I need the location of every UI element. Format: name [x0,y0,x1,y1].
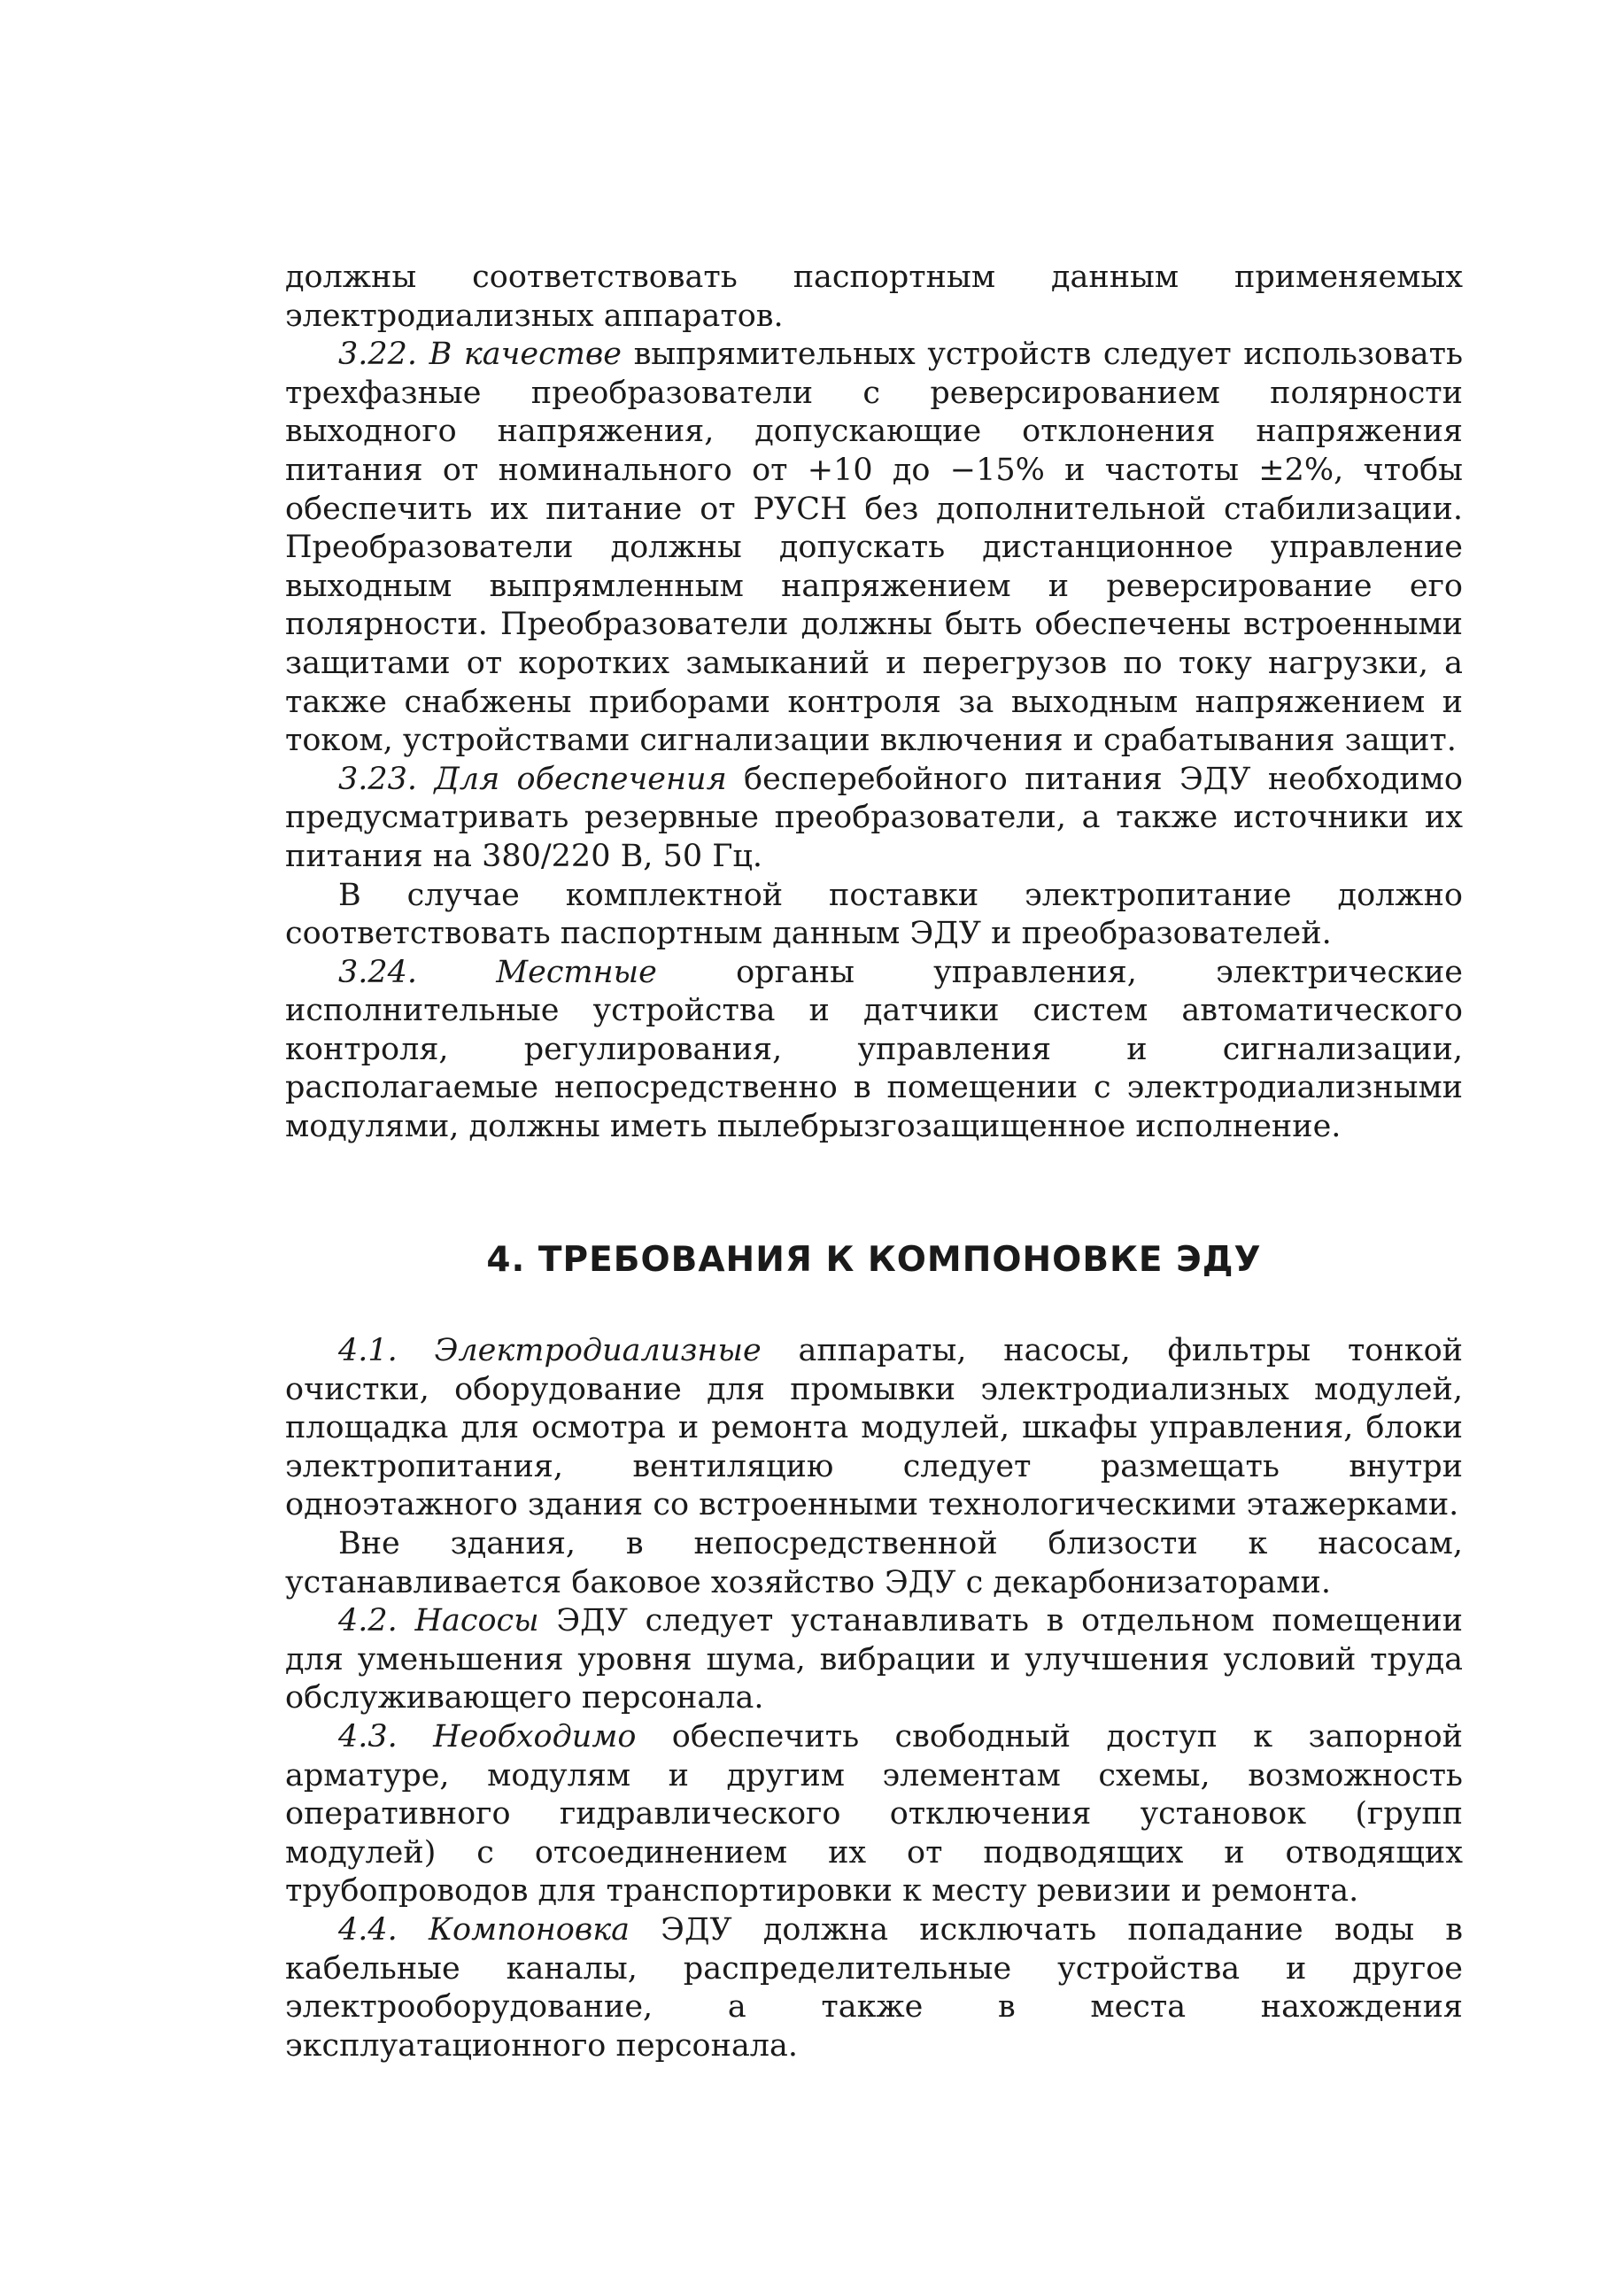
paragraph-4-4 [285,1911,1463,2065]
paragraph-lead: 3.24. Местные [338,954,657,990]
paragraph-text: должны соответствовать паспортным данным применяемых электродиализных аппаратов. [285,260,1463,334]
paragraph-text: аппараты, насосы, фильтры тонкой очистки, оборудование для промывки электродиализных модулей, площадка для осмотра и ремонта модулей, шкафы управления, блоки электропитания, вентиляцию следует размещать внутри одноэтажного здания со встроенными технологическими этажерками. [285,1333,1463,1523]
paragraph-lead: 4.3. Необходимо [338,1718,637,1755]
paragraph-3-23 [285,761,1463,877]
paragraph-3-22 [285,336,1463,761]
paragraph-lead: 3.23. Для обеспечения [338,761,727,797]
section-heading: 4. ТРЕБОВАНИЯ К КОМПОНОВКЕ ЭДУ [486,1240,1262,1280]
paragraph-3-24 [285,954,1463,1147]
paragraph-text: обеспечить свободный доступ к запорной арматуре, модулям и другим элементам схемы, возможность оперативного гидравлического отключения установок (групп модулей) с отсоединением их от подводящих и отводящих трубопроводов для транспортировки к месту ревизии и ремонта. [285,1718,1463,1910]
paragraph-4-3 [285,1718,1463,1911]
paragraph-lead: 4.2. Насосы [338,1603,539,1639]
paragraph-4-2 [285,1602,1463,1718]
paragraph-continuation [285,259,1463,336]
paragraph-lead: 3.22. В качестве [338,337,623,373]
paragraph-text: органы управления, электрические исполнительные устройства и датчики систем автоматического контроля, регулирования, управления и сигнализации, располагаемые непосредственно в помещении с электродиализными модулями, должны иметь пылебрызгозащищенное исполнение. [285,954,1463,1145]
paragraph-text: ЭДУ должна исключать попадание воды в кабельные каналы, распределительные устройства и другое электрооборудование, а также в места нахождения эксплуатационного персонала. [285,1911,1463,2064]
paragraph-4-1 [285,1332,1463,1525]
paragraph-text: В случае комплектной поставки электропитание должно соответствовать паспортным данным ЭДУ и преобразователей. [285,877,1463,952]
paragraph-text: ЭДУ следует устанавливать в отдельном помещении для уменьшения уровня шума, вибрации и улучшения условий труда обслуживающего персонала. [285,1603,1463,1716]
paragraph-text: бесперебойного питания ЭДУ необходимо предусматривать резервные преобразователи, а также источники их питания на 380/220 В, 50 Гц. [285,761,1463,874]
paragraph-text: Вне здания, в непосредственной близости к насосам, устанавливается баковое хозяйство ЭДУ с декарбонизаторами. [285,1525,1463,1600]
section-3-continuation [285,259,1463,1147]
paragraph-3-23-continued [285,877,1463,954]
section-4-body [285,1332,1463,2065]
paragraph-lead: 4.4. Компоновка [338,1911,630,1948]
paragraph-4-1-continued [285,1525,1463,1602]
paragraph-text: выпрямительных устройств следует использовать трехфазные преобразователи с реверсированием полярности выходного напряжения, допускающие отклонения напряжения питания от номинального от +10 до −15% и частоты ±2%, чтобы обеспечить их питание от РУСН без дополнительной стабилизации. Преобразователи должны допускать дистанционное управление выходным выпрямленным напряжением и реверсирование его полярности. Преобразователи должны быть обеспечены встроенными защитами от коротких замыканий и перегрузов по току нагрузки, а также снабжены приборами контроля за выходным напряжением и током, устройствами сигнализации включения и срабатывания защит. [285,337,1463,759]
paragraph-lead: 4.1. Электродиализные [338,1333,762,1368]
